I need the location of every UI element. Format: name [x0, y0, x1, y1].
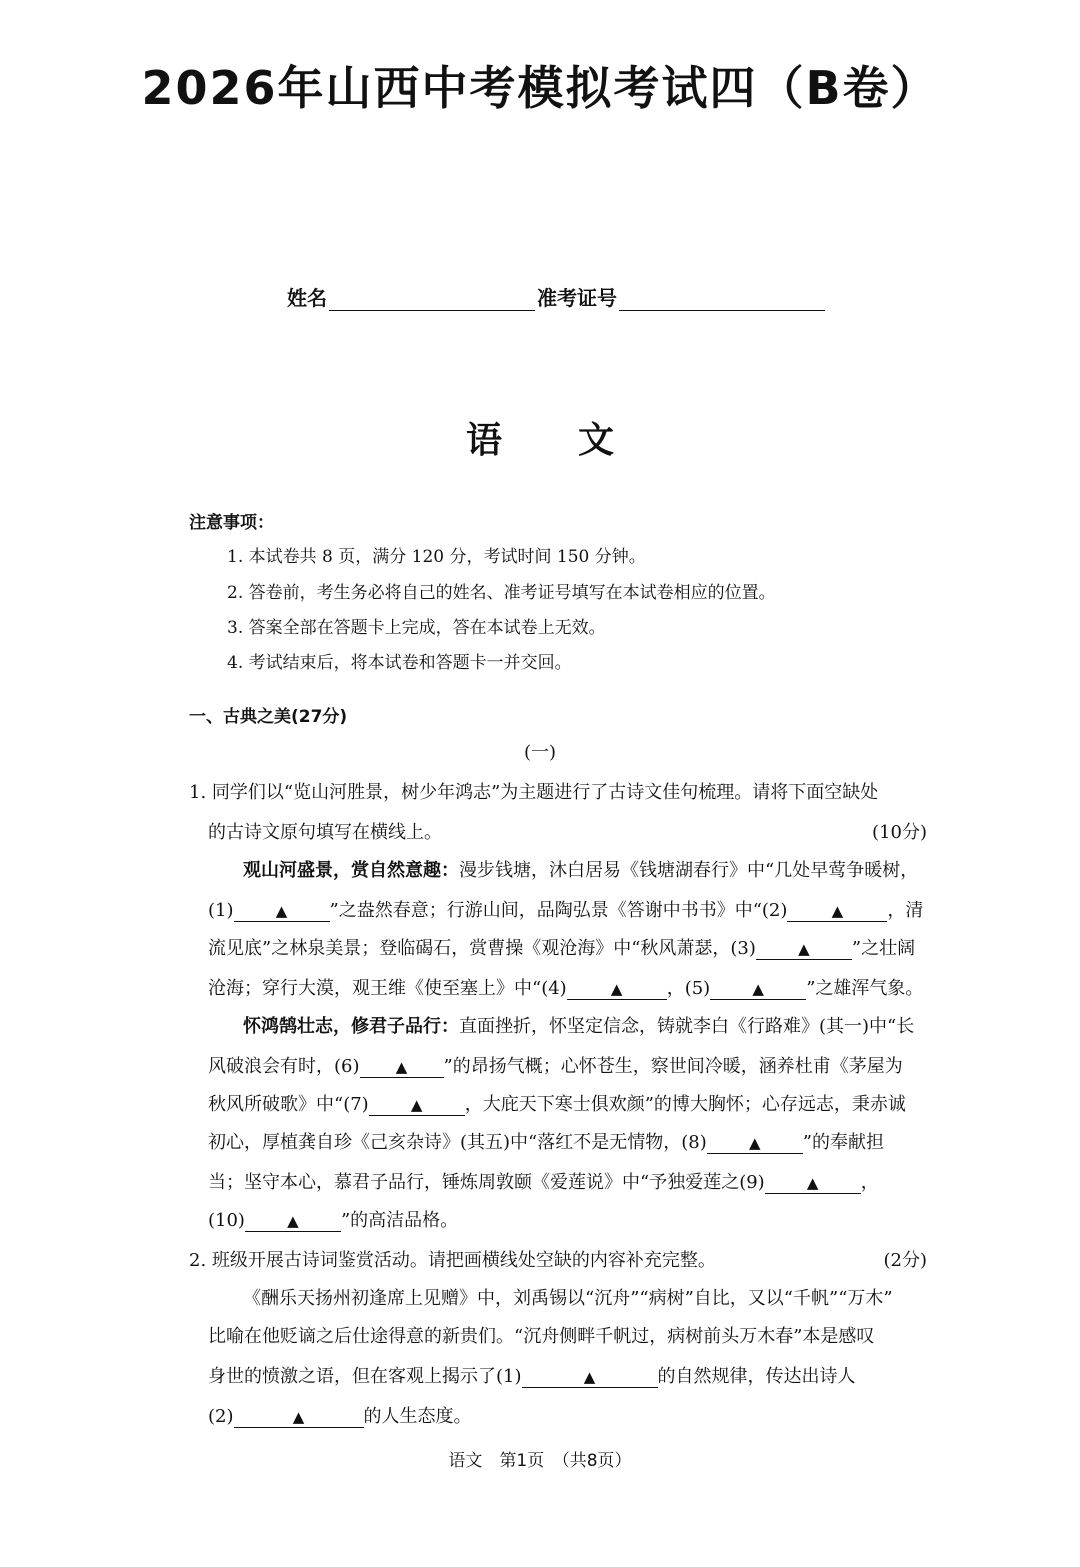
blank-1[interactable]: ▲: [234, 901, 330, 922]
q1-para1-line-1: [243, 856, 918, 882]
q2-stem: 2. 班级开展古诗词鉴赏活动。请把画横线处空缺的内容补充完整。: [189, 1250, 716, 1271]
q1-para2-line-2: [208, 1052, 903, 1078]
blank-2[interactable]: ▲: [787, 901, 887, 922]
q1-para2-line-1: [243, 1012, 914, 1038]
q1-para1-line-2: [208, 896, 923, 922]
q2-text-4: 的人生态度。: [363, 1406, 472, 1427]
blank-3[interactable]: ▲: [756, 939, 852, 960]
name-field[interactable]: [329, 292, 535, 311]
q1-para1-text-6: 沧海；穿行大漠，观王维《使至塞上》中“(4): [208, 978, 567, 999]
q1-para2-text-8: 当；坚守本心，慕君子品行，锤炼周敦颐《爱莲说》中“予独爱莲之(9): [208, 1172, 765, 1193]
q1-score: (10分): [872, 822, 927, 843]
q2-text-2: 的自然规律，传达出诗人: [657, 1366, 856, 1387]
q1-stem-line-1: 1. 同学们以“览山河胜景，树少年鸿志”为主题进行了古诗文佳句梳理。请将下面空缺处: [189, 782, 879, 803]
q1-para2-text-10: ”的高洁品格。: [340, 1210, 459, 1231]
q2-line-3: [208, 1362, 856, 1388]
notice-item-1: 1. 本试卷共 8 页，满分 120 分，考试时间 150 分钟。: [227, 547, 646, 567]
q2-score: (2分): [883, 1250, 927, 1271]
q1-para1-line-4: [208, 974, 923, 1000]
q1-para2-text: 直面挫折，怀坚定信念，铸就李白《行路难》(其一)中“长: [459, 1016, 915, 1037]
blank-1-num: (1): [208, 900, 234, 921]
blank-4[interactable]: ▲: [567, 979, 667, 1000]
blank-9[interactable]: ▲: [765, 1173, 861, 1194]
q1-para2-text-9: ，: [860, 1172, 879, 1193]
section-heading: 一、古典之美(27分): [189, 707, 348, 727]
blank-7[interactable]: ▲: [369, 1095, 465, 1116]
q2-line-2: 比喻在他贬谪之后仕途得意的新贵们。“沉舟侧畔千帆过，病树前头万木春”本是感叹: [208, 1326, 875, 1347]
id-field[interactable]: [619, 292, 825, 311]
q1-stem-line-2: 的古诗文原句填写在横线上。: [208, 822, 442, 843]
q1-para2-text-7: ”的奉献担: [802, 1132, 884, 1153]
blank-10-num: (10): [208, 1210, 245, 1231]
blank-8[interactable]: ▲: [707, 1133, 803, 1154]
q1-para2-text-4: 秋风所破歌》中“(7): [208, 1094, 369, 1115]
q1-para2-text-3: ”的昂扬气概；心怀苍生，察世间冷暖，涵养杜甫《茅屋为: [443, 1056, 903, 1077]
q1-para2-text-2: 风破浪会有时，(6): [208, 1056, 360, 1077]
page-footer: 语文 第1页 （共8页）: [448, 1451, 632, 1471]
q1-para1-text-8: ”之雄浑气象。: [806, 978, 924, 999]
notice-item-4: 4. 考试结束后，将本试卷和答题卡一并交回。: [227, 653, 572, 673]
q1-para2-line-4: [208, 1128, 884, 1154]
q1-para1-text-7: ，(5): [666, 978, 711, 999]
q1-para2-text-6: 初心，厚植龚自珍《己亥杂诗》(其五)中“落红不是无情物，(8): [208, 1132, 707, 1153]
q1-para1-lead: 观山河盛景，赏自然意趣：: [243, 860, 459, 881]
q1-para2-text-5: ，大庇天下寒士俱欢颜”的博大胸怀；心存远志，秉赤诚: [464, 1094, 906, 1115]
q1-para2-line-5: [208, 1168, 879, 1194]
q1-para1-text-3: ，清: [887, 900, 924, 921]
q1-para1-line-3: [208, 934, 915, 960]
name-label: 姓名: [287, 286, 327, 310]
q2-text-1: 身世的愤激之语，但在客观上揭示了(1): [208, 1366, 522, 1387]
q1-para2-line-6: [208, 1206, 458, 1232]
id-label: 准考证号: [537, 286, 617, 310]
q1-para2-lead: 怀鸿鹄壮志，修君子品行：: [243, 1016, 459, 1037]
q1-para2-line-3: [208, 1090, 906, 1116]
q2-line-1: 《酬乐天扬州初逢席上见赠》中，刘禹锡以“沉舟”“病树”自比，又以“千帆”“万木”: [243, 1288, 893, 1309]
q2-line-4: [208, 1402, 472, 1428]
q2-text-3: (2): [208, 1406, 234, 1427]
q1-para1-text-4: 流见底”之林泉美景；登临碣石，赏曹操《观沧海》中“秋风萧瑟，(3): [208, 938, 756, 959]
exam-title: 2026年山西中考模拟考试四（B卷）: [141, 61, 939, 115]
candidate-info-row: [287, 282, 827, 311]
q2-blank-1[interactable]: ▲: [522, 1367, 658, 1388]
q1-para1-text-5: ”之壮阔: [851, 938, 916, 959]
q1-para1-text: 漫步钱塘，沐白居易《钱塘湖春行》中“几处早莺争暖树，: [459, 860, 919, 881]
blank-6[interactable]: ▲: [360, 1057, 444, 1078]
notice-item-2: 2. 答卷前，考生务必将自己的姓名、准考证号填写在本试卷相应的位置。: [227, 583, 776, 603]
notice-item-3: 3. 答案全部在答题卡上完成，答在本试卷上无效。: [227, 618, 606, 638]
subject-title: 语文: [465, 420, 690, 461]
notice-heading: 注意事项：: [189, 513, 274, 533]
part-heading: (一): [523, 742, 557, 763]
q2-blank-2[interactable]: ▲: [234, 1407, 364, 1428]
blank-5[interactable]: ▲: [710, 979, 806, 1000]
q1-para1-text-2: ”之盎然春意；行游山间，品陶弘景《答谢中书书》中“(2): [329, 900, 788, 921]
blank-10[interactable]: ▲: [245, 1211, 341, 1232]
